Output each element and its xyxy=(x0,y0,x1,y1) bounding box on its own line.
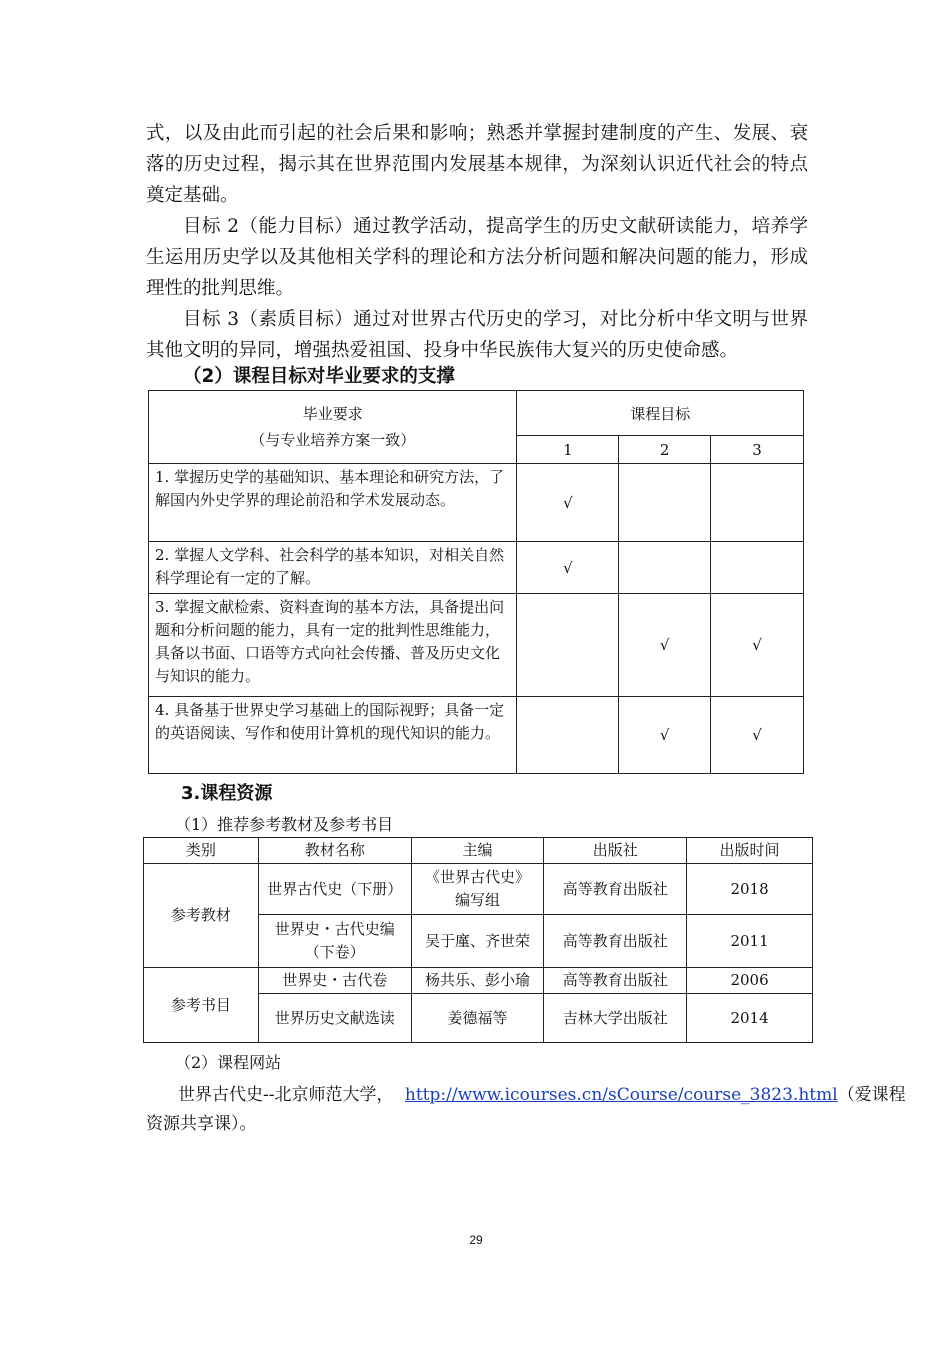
header-year: 出版时间 xyxy=(687,838,813,864)
requirement-3: 3. 掌握文献检索、资料查询的基本方法，具备提出问题和分析问题的能力，具有一定的批判性思维能力，具备以书面、口语等方式向社会传播、普及历史文化与知识的能力。 xyxy=(149,594,517,697)
paragraph-intro: 式，以及由此而引起的社会后果和影响；熟悉并掌握封建制度的产生、发展、衰落的历史过程，揭示其在世界范围内发展基本规律，为深刻认识近代社会的特点奠定基础。 xyxy=(146,123,808,206)
check-mark xyxy=(517,697,619,774)
header-goal-2: 2 xyxy=(619,436,711,464)
section-heading-support: （2）课程目标对毕业要求的支撑 xyxy=(183,366,455,387)
book-publisher: 吉林大学出版社 xyxy=(544,994,687,1043)
paragraph-goal-3: 目标 3（素质目标）通过对世界古代历史的学习，对比分析中华文明与世界其他文明的异同，增强热爱祖国、投身中华民族伟大复兴的历史使命感。 xyxy=(146,309,808,361)
check-mark: √ xyxy=(711,697,804,774)
requirement-2: 2. 掌握人文学科、社会科学的基本知识，对相关自然科学理论有一定的了解。 xyxy=(149,542,517,594)
book-editor: 杨共乐、彭小瑜 xyxy=(411,968,544,994)
header-book-name: 教材名称 xyxy=(258,838,411,864)
header-publisher: 出版社 xyxy=(544,838,687,864)
check-mark: √ xyxy=(619,594,711,697)
subheading-books: （1）推荐参考教材及参考书目 xyxy=(175,815,394,834)
paragraph-goal-2: 目标 2（能力目标）通过教学活动，提高学生的历史文献研读能力，培养学生运用历史学以及其他相关学科的理论和方法分析问题和解决问题的能力，形成理性的批判思维。 xyxy=(146,216,808,299)
check-mark: √ xyxy=(619,697,711,774)
table-row xyxy=(144,864,813,915)
header-goal-1: 1 xyxy=(517,436,619,464)
requirement-4: 4. 具备基于世界史学习基础上的国际视野；具备一定的英语阅读、写作和使用计算机的现代知识的能力。 xyxy=(149,697,517,774)
header-graduation-requirement xyxy=(149,391,517,464)
website-suffix-continued: 资源共享课）。 xyxy=(146,1114,257,1134)
book-name: 世界历史文献选读 xyxy=(258,994,411,1043)
book-publisher: 高等教育出版社 xyxy=(544,968,687,994)
requirement-1: 1. 掌握历史学的基础知识、基本理论和研究方法，了解国内外史学界的理论前沿和学术发展动态。 xyxy=(149,464,517,542)
header-goal-3: 3 xyxy=(711,436,804,464)
check-mark: √ xyxy=(517,542,619,594)
check-mark xyxy=(619,542,711,594)
header-req-note: （与专业培养方案一致） xyxy=(250,431,416,449)
website-suffix: （爱课程 xyxy=(837,1085,906,1105)
book-name xyxy=(258,915,411,968)
book-year: 2014 xyxy=(687,994,813,1043)
book-publisher: 高等教育出版社 xyxy=(544,915,687,968)
book-editor xyxy=(411,864,544,915)
table-row xyxy=(149,464,804,542)
book-editor: 吴于廑、齐世荣 xyxy=(411,915,544,968)
website-line xyxy=(178,1083,906,1107)
check-mark xyxy=(711,464,804,542)
check-mark xyxy=(711,542,804,594)
header-editor: 主编 xyxy=(411,838,544,864)
header-course-goals: 课程目标 xyxy=(517,391,804,436)
book-year: 2011 xyxy=(687,915,813,968)
check-mark: √ xyxy=(711,594,804,697)
book-year: 2006 xyxy=(687,968,813,994)
category-references: 参考书目 xyxy=(144,968,259,1043)
support-table xyxy=(148,390,804,774)
editor-line: 编写组 xyxy=(454,891,500,909)
website-prefix: 世界古代史--北京师范大学， xyxy=(178,1085,394,1105)
category-textbooks: 参考教材 xyxy=(144,864,259,968)
table-row xyxy=(149,594,804,697)
book-name: 世界史・古代卷 xyxy=(258,968,411,994)
subheading-website: （2）课程网站 xyxy=(175,1053,282,1072)
section-heading-resources: 3.课程资源 xyxy=(181,783,273,804)
check-mark: √ xyxy=(517,464,619,542)
book-name-line: 世界史・古代史编 xyxy=(274,920,395,938)
book-year: 2018 xyxy=(687,864,813,915)
books-table xyxy=(143,837,813,1043)
page-number: 29 xyxy=(469,1233,483,1247)
editor-line: 《世界古代史》 xyxy=(424,868,530,886)
book-editor: 姜德福等 xyxy=(411,994,544,1043)
header-category: 类别 xyxy=(144,838,259,864)
course-website-link[interactable]: http://www.icourses.cn/sCourse/course_3823.html xyxy=(404,1085,838,1105)
check-mark xyxy=(517,594,619,697)
book-name: 世界古代史（下册） xyxy=(258,864,411,915)
book-name-line: （下卷） xyxy=(304,943,365,961)
header-req-title: 毕业要求 xyxy=(302,405,363,423)
table-row xyxy=(144,968,813,994)
check-mark xyxy=(619,464,711,542)
table-row xyxy=(149,697,804,774)
table-row xyxy=(149,542,804,594)
book-publisher: 高等教育出版社 xyxy=(544,864,687,915)
